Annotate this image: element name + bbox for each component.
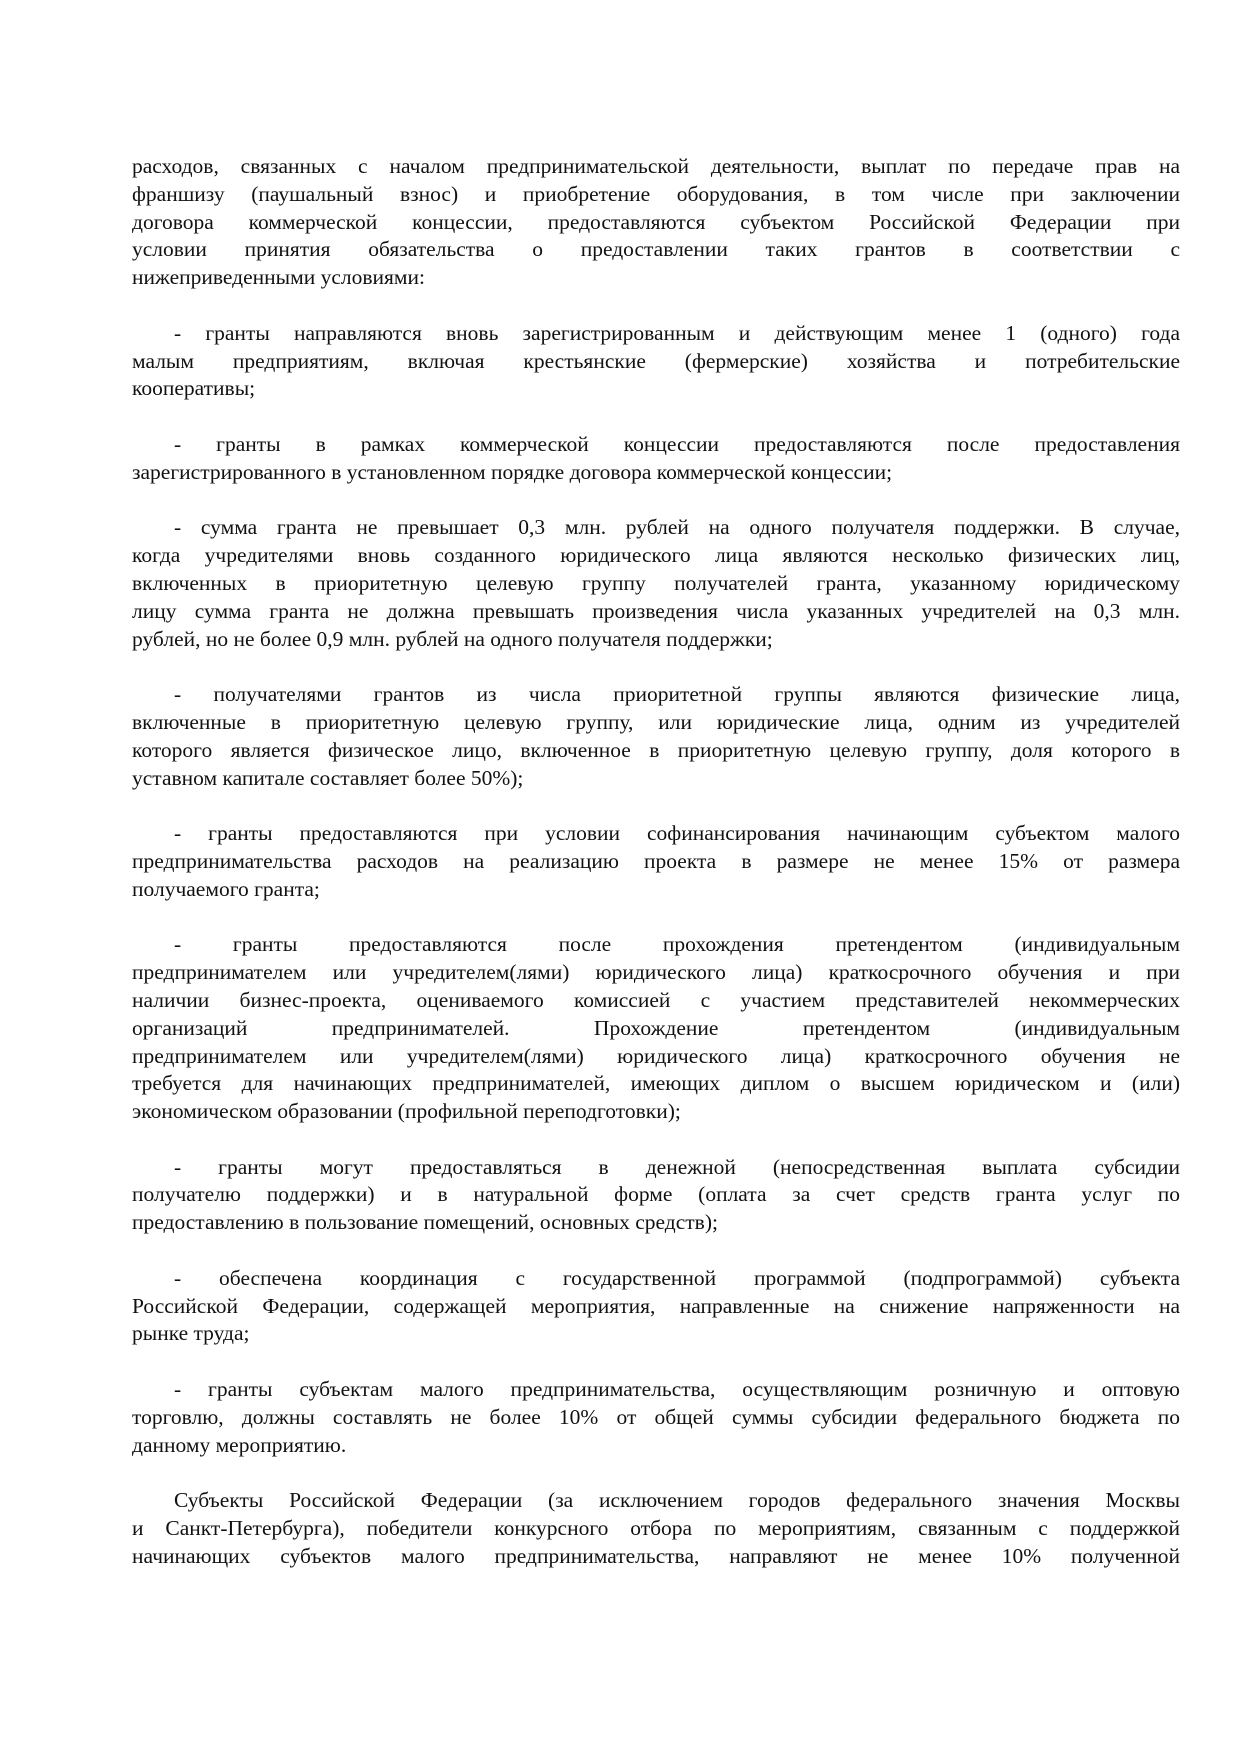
text-line: зарегистрированного в установленном порядке договора коммерческой концессии; bbox=[132, 459, 893, 484]
text-line: наличии бизнес-проекта, оцениваемого комиссией с участием представителей некоммерческих bbox=[132, 987, 1180, 1012]
text-line: нижеприведенными условиями: bbox=[132, 265, 426, 290]
text-line: предпринимателем или учредителем(лями) юридического лица) краткосрочного обучения не bbox=[132, 1043, 1180, 1068]
text-line: - обеспечена координация с государственной программой (подпрограммой) субъекта bbox=[174, 1265, 1180, 1290]
text-line: - гранты предоставляются после прохождения претендентом (индивидуальным bbox=[174, 932, 1180, 957]
paragraph bbox=[132, 514, 1180, 653]
text-line: - гранты направляются вновь зарегистрированным и действующим менее 1 (одного) года bbox=[174, 320, 1180, 345]
text-line: торговлю, должны составлять не более 10% от общей суммы субсидии федерального бюджета по bbox=[132, 1404, 1180, 1429]
text-line: Субъекты Российской Федерации (за исключением городов федерального значения Москвы bbox=[174, 1488, 1180, 1513]
paragraph bbox=[132, 1154, 1180, 1237]
text-line: расходов, связанных с началом предпринимательской деятельности, выплат по передаче прав на bbox=[132, 154, 1180, 178]
paragraph bbox=[132, 681, 1180, 792]
text-line: предоставлению в пользование помещений, основных средств); bbox=[132, 1210, 718, 1235]
text-line: - гранты предоставляются при условии софинансирования начинающим субъектом малого bbox=[174, 821, 1180, 846]
text-line: предпринимательства расходов на реализацию проекта в размере не менее 15% от размера bbox=[132, 848, 1180, 873]
text-line: получаемого гранта; bbox=[132, 876, 320, 901]
text-line: включенные в приоритетную целевую группу, или юридические лица, одним из учредителей bbox=[132, 709, 1180, 734]
text-line: кооперативы; bbox=[132, 376, 256, 401]
text-line: франшизу (паушальный взнос) и приобретение оборудования, в том числе при заключении bbox=[132, 181, 1180, 206]
text-line: договора коммерческой концессии, предоставляются субъектом Российской Федерации при bbox=[132, 209, 1180, 234]
text-line: - гранты субъектам малого предпринимательства, осуществляющим розничную и оптовую bbox=[174, 1377, 1180, 1402]
paragraph bbox=[132, 431, 1180, 487]
text-line: и Санкт-Петербурга), победители конкурсного отбора по мероприятиям, связанным с поддержкой bbox=[132, 1516, 1180, 1541]
text-line: организаций предпринимателей. Прохождение претендентом (индивидуальным bbox=[132, 1015, 1180, 1040]
paragraph bbox=[132, 820, 1180, 903]
text-line: условии принятия обязательства о предоставлении таких грантов в соответствии с bbox=[132, 237, 1180, 262]
text-line: - гранты могут предоставляться в денежной (непосредственная выплата субсидии bbox=[174, 1154, 1180, 1179]
text-line: уставном капитале составляет более 50%); bbox=[132, 765, 524, 790]
text-line: включенных в приоритетную целевую группу получателей гранта, указанному юридическому bbox=[132, 570, 1180, 595]
text-line: рублей, но не более 0,9 млн. рублей на одного получателя поддержки; bbox=[132, 626, 773, 651]
text-line: получателю поддержки) и в натуральной форме (оплата за счет средств гранта услуг по bbox=[132, 1182, 1180, 1207]
text-line: экономическом образовании (профильной переподготовки); bbox=[132, 1099, 681, 1124]
text-line: предпринимателем или учредителем(лями) юридического лица) краткосрочного обучения и при bbox=[132, 960, 1180, 985]
text-line: - сумма гранта не превышает 0,3 млн. рублей на одного получателя поддержки. В случае, bbox=[174, 515, 1180, 540]
text-line: рынке труда; bbox=[132, 1321, 250, 1346]
document-page bbox=[132, 153, 1180, 1598]
text-line: малым предприятиям, включая крестьянские (фермерские) хозяйства и потребительские bbox=[132, 348, 1180, 373]
paragraph bbox=[132, 931, 1180, 1126]
text-line: - получателями грантов из числа приоритетной группы являются физические лица, bbox=[174, 682, 1180, 707]
paragraph bbox=[132, 320, 1180, 403]
paragraph bbox=[132, 1487, 1180, 1570]
text-line: - гранты в рамках коммерческой концессии предоставляются после предоставления bbox=[174, 431, 1180, 456]
paragraph bbox=[132, 1265, 1180, 1348]
text-line: когда учредителями вновь созданного юридического лица являются несколько физических лиц, bbox=[132, 543, 1180, 568]
paragraph bbox=[132, 153, 1180, 292]
text-line: данному мероприятию. bbox=[132, 1432, 347, 1457]
text-line: лицу сумма гранта не должна превышать произведения числа указанных учредителей на 0,3 млн. bbox=[132, 598, 1180, 623]
text-line: требуется для начинающих предпринимателей, имеющих диплом о высшем юридическом и (или) bbox=[132, 1071, 1180, 1096]
paragraph bbox=[132, 1376, 1180, 1459]
text-line: Российской Федерации, содержащей мероприятия, направленные на снижение напряженности на bbox=[132, 1293, 1180, 1318]
text-line: начинающих субъектов малого предпринимательства, направляют не менее 10% полученной bbox=[132, 1543, 1180, 1568]
text-line: которого является физическое лицо, включенное в приоритетную целевую группу, доля которого в bbox=[132, 737, 1180, 762]
